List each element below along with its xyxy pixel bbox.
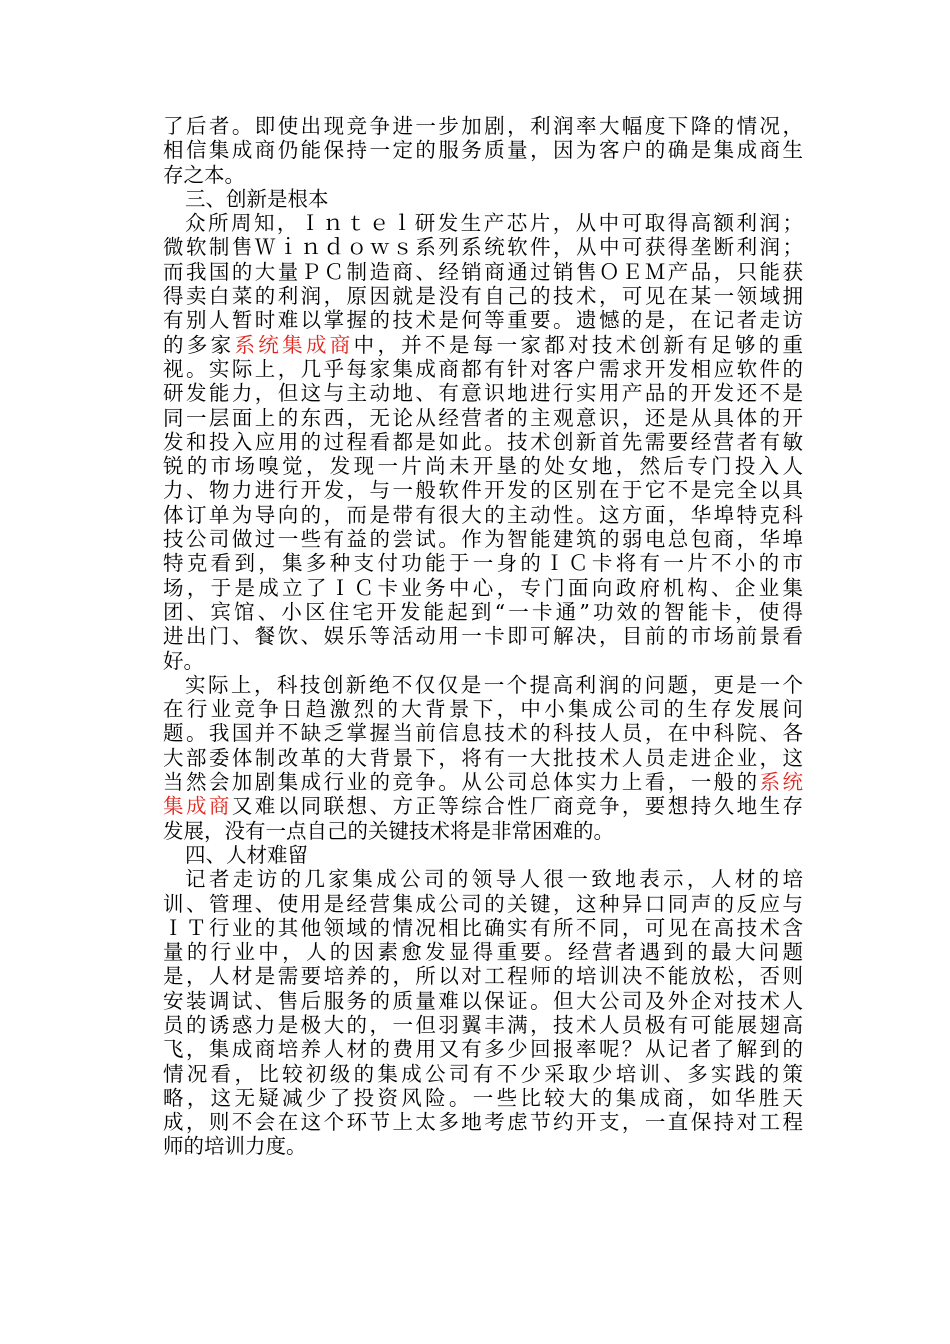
text-line — [163, 867, 803, 891]
text-segment: 了后者。即使出现竞争进一步加剧，利润率大幅度下降的情况， — [163, 114, 803, 138]
text-line — [163, 551, 803, 575]
text-line — [163, 1037, 803, 1061]
text-segment: 安装调试、售后服务的质量难以保证。但大公司及外企对技术人 — [163, 988, 803, 1013]
text-line — [163, 478, 803, 502]
text-line — [163, 308, 803, 332]
text-segment: 训、管理、使用是经营集成公司的关键，这种异口同声的反应与 — [163, 891, 803, 916]
text-line — [163, 163, 803, 187]
text-segment: 记者走访的几家集成公司的领导人很一致地表示，人材的培 — [185, 867, 803, 892]
text-line — [163, 333, 803, 357]
text-segment: 锐的市场嗅觉，发现一片尚未开垦的处女地，然后专门投入人 — [163, 454, 803, 479]
text-segment: 实际上，科技创新绝不仅仅是一个提高利润的问题，更是一个 — [185, 672, 803, 697]
text-segment: 大部委体制改革的大背景下，将有一大批技术人员走进企业，这 — [163, 745, 803, 770]
text-line — [163, 235, 803, 259]
text-line — [163, 357, 803, 381]
text-segment: 技公司做过一些有益的尝试。作为智能建筑的弱电总包商，华埠 — [163, 527, 803, 552]
section-heading — [163, 843, 803, 867]
text-line — [163, 940, 803, 964]
text-segment: 略，这无疑减少了投资风险。一些比较大的集成商，如华胜天 — [163, 1085, 803, 1110]
text-line — [163, 406, 803, 430]
text-line — [163, 697, 803, 721]
text-segment: 进出门、餐饮、娱乐等活动用一卡即可解决，目前的市场前景看 — [163, 624, 803, 649]
text-segment: 当然会加剧集成行业的竞争。从公司总体实力上看，一般的 — [163, 770, 760, 795]
text-line — [163, 527, 803, 551]
text-segment: 研发能力，但这与主动地、有意识地进行实用产品的开发还不是 — [163, 381, 803, 406]
text-segment: 发和投入应用的过程看都是如此。技术创新首先需要经营者有敏 — [163, 429, 803, 454]
text-segment: ＩＴ行业的其他领域的情况相比确实有所不同，可见在高技术含 — [163, 915, 803, 940]
text-segment: 在行业竞争日趋激烈的大背景下，中小集成公司的生存发展问 — [163, 697, 803, 722]
text-line — [163, 721, 803, 745]
text-segment: 发展，没有一点自己的关键技术将是非常困难的。 — [163, 818, 614, 843]
document-body — [163, 114, 803, 1159]
text-segment: 特克看到，集多种支付功能于一身的ＩＣ卡将有一片不小的市 — [163, 551, 803, 576]
text-line — [163, 964, 803, 988]
text-line — [163, 916, 803, 940]
text-line — [163, 624, 803, 648]
text-line — [163, 454, 803, 478]
text-segment: 有别人暂时难以掌握的技术是何等重要。遗憾的是，在记者走访 — [163, 308, 803, 333]
text-segment: 中，并不是每一家都对技术创新有足够的重 — [353, 332, 804, 357]
text-line — [163, 114, 803, 138]
text-segment: 而我国的大量ＰＣ制造商、经销商通过销售ＯＥＭ产品，只能获 — [163, 259, 803, 284]
text-segment: 存之本。 — [163, 162, 245, 187]
text-segment: 师的培训力度。 — [163, 1134, 307, 1159]
section-heading — [163, 187, 803, 211]
text-line — [163, 1110, 803, 1134]
text-line — [163, 649, 803, 673]
text-segment: 力、物力进行开发，与一般软件开发的区别在于它不是完全以具 — [163, 478, 803, 503]
text-segment: 好。 — [163, 648, 204, 673]
text-line — [163, 260, 803, 284]
text-line — [163, 989, 803, 1013]
text-segment: 的多家 — [163, 332, 235, 357]
text-segment: 三、创新是根本 — [185, 186, 329, 211]
text-segment: 场，于是成立了ＩＣ卡业务中心，专门面向政府机构、企业集 — [163, 575, 803, 600]
text-segment: 得卖白菜的利润，原因就是没有自己的技术，可见在某一领域拥 — [163, 284, 803, 309]
text-line — [163, 211, 803, 235]
text-segment: 众所周知，Ｉｎｔｅｌ研发生产芯片，从中可取得高额利润； — [185, 211, 803, 236]
text-segment: 微软制售Ｗｉｎｄｏｗｓ系列系统软件，从中可获得垄断利润； — [163, 235, 803, 260]
text-segment: 相信集成商仍能保持一定的服务质量，因为客户的确是集成商生 — [163, 138, 803, 163]
text-segment: 四、人材难留 — [185, 842, 308, 867]
text-segment: 视。实际上，几乎每家集成商都有针对客户需求开发相应软件的 — [163, 356, 803, 381]
text-line — [163, 1062, 803, 1086]
text-line — [163, 284, 803, 308]
text-line — [163, 138, 803, 162]
text-segment: 题。我国并不缺乏掌握当前信息技术的科技人员，在中科院、各 — [163, 721, 803, 746]
text-segment: 团、宾馆、小区住宅开发能起到“一卡通”功效的智能卡，使得 — [163, 599, 803, 624]
text-line — [163, 503, 803, 527]
text-line — [163, 892, 803, 916]
text-segment: 飞，集成商培养人材的费用又有多少回报率呢？从记者了解到的 — [163, 1037, 803, 1062]
text-line — [163, 770, 803, 794]
text-segment: 又难以同联想、方正等综合性厂商竞争，要想持久地生存 — [231, 794, 804, 819]
text-segment: 同一层面上的东西，无论从经营者的主观意识，还是从具体的开 — [163, 405, 803, 430]
text-segment: 量的行业中，人的因素愈发显得重要。经营者遇到的最大问题 — [163, 940, 803, 965]
text-segment: 体订单为导向的，而是带有很大的主动性。这方面，华埠特克科 — [163, 502, 803, 527]
text-line — [163, 381, 803, 405]
text-line — [163, 430, 803, 454]
keyword-link[interactable]: 系统 — [759, 770, 804, 795]
text-line — [163, 794, 803, 818]
text-line — [163, 1013, 803, 1037]
text-line — [163, 600, 803, 624]
text-line — [163, 819, 803, 843]
text-line — [163, 576, 803, 600]
text-line — [163, 1086, 803, 1110]
text-segment: 情况看，比较初级的集成公司有不少采取少培训、多实践的策 — [163, 1061, 803, 1086]
text-line — [163, 1134, 803, 1158]
text-line — [163, 673, 803, 697]
text-segment: 员的诱惑力是极大的，一但羽翼丰满，技术人员极有可能展翅高 — [163, 1012, 803, 1037]
text-segment: 成，则不会在这个环节上太多地考虑节约开支，一直保持对工程 — [163, 1110, 803, 1135]
keyword-link[interactable]: 集成商 — [163, 794, 232, 819]
keyword-link[interactable]: 系统集成商 — [234, 332, 354, 357]
text-line — [163, 746, 803, 770]
text-segment: 是，人材是需要培养的，所以对工程师的培训决不能放松，否则 — [163, 964, 803, 989]
